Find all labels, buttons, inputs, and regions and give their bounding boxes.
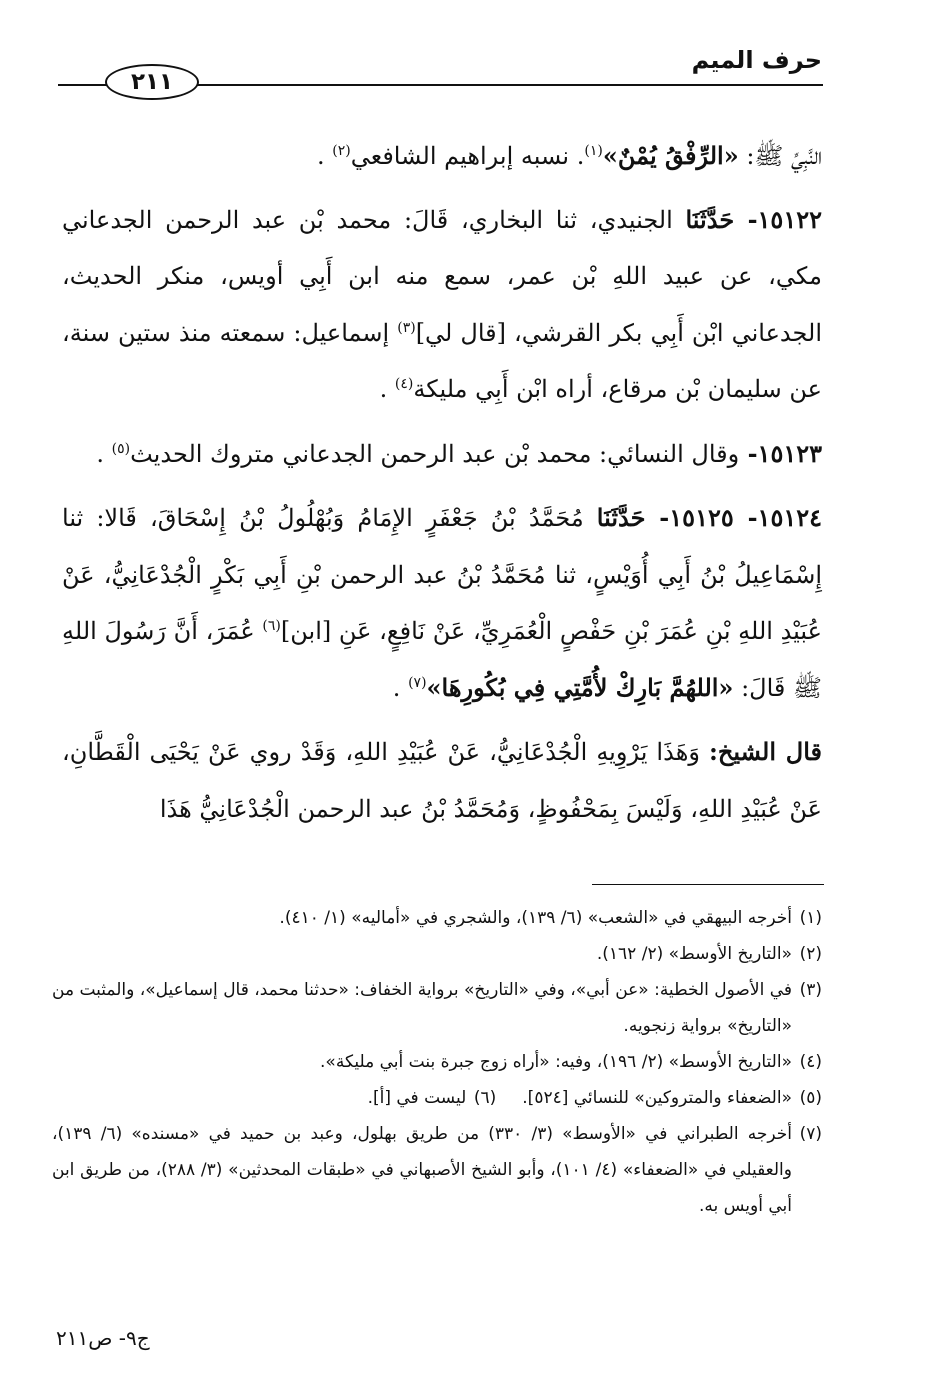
- footnote-label: (٧): [799, 1124, 822, 1144]
- haddathana-keyword: حَدَّثَنَا: [596, 503, 646, 532]
- p1-end: .: [317, 142, 325, 170]
- footnote-1: [52, 900, 822, 936]
- p2-text-a: الجنيدي، ثنا البخاري، قَالَ: محمد بْن عبد الرحمن الجدعاني مكي، عن عبيد اللهِ بْن عمر، سمع منه ابن أَبِي أويس، منكر الحديث، الجدعاني ابْن أَبِي بكر القرشي، [قال لي]: [62, 205, 822, 347]
- p1-prefix: النَّبِيِّ ﷺ:: [738, 142, 822, 170]
- footnote-ref-3[interactable]: (٣): [397, 319, 416, 336]
- chapter-title: حرف الميم: [691, 46, 822, 74]
- p3-end: .: [96, 439, 104, 468]
- footnote-label: (٤): [799, 1052, 822, 1072]
- footnote-2: [52, 936, 822, 972]
- p2-text-b: إسماعيل: سمعته منذ ستين سنة، عن سليمان بْن مرقاع، أراه ابْن أَبِي مليكة: [62, 318, 822, 403]
- footnote-label: (١): [799, 908, 822, 928]
- footnote-7: [52, 1116, 822, 1224]
- footnote-separator: [592, 884, 824, 885]
- p4-text-b: عُمَرَ، أَنَّ رَسُولَ اللهِ ﷺ قَالَ:: [62, 617, 822, 702]
- footnotes: [52, 900, 822, 1224]
- paragraph-sheikh: [62, 724, 822, 837]
- hadith-number: ١٥١٢٢-: [734, 204, 822, 234]
- footnote-label: (٣): [799, 980, 822, 1000]
- sheikh-label: قال الشيخ:: [709, 737, 823, 766]
- haddathana-keyword: حَدَّثَنَا: [685, 204, 735, 234]
- footnotes-5-6-row: [52, 1080, 822, 1116]
- p4-end: .: [392, 673, 401, 702]
- footnote-ref-1[interactable]: (١): [584, 143, 603, 159]
- footnote-3: [52, 972, 822, 1044]
- page-number: ٢١١: [130, 69, 174, 95]
- footnote-label: (٥): [799, 1088, 822, 1108]
- paragraph-1: [62, 128, 822, 185]
- paragraph-15123: [62, 426, 822, 483]
- footnote-label: (٦): [473, 1088, 497, 1108]
- footnote-text: «التاريخ الأوسط» (٢/ ١٩٦)، وفيه: «أراه زوج جبرة بنت أبي مليكة».: [320, 1052, 792, 1072]
- footnote-text: ليست في [أ].: [367, 1088, 467, 1108]
- footnote-text: «الضعفاء والمتروكين» للنسائي [٥٢٤].: [522, 1088, 792, 1108]
- p1-mid: . نسبه إبراهيم الشافعي: [350, 142, 585, 170]
- footnote-label: (٢): [799, 944, 822, 964]
- footnote-text: في الأصول الخطية: «عن أبي»، وفي «التاريخ» برواية الخفاف: «حدثنا محمد، قال إسماعيل»، والمثبت من «التاريخ» برواية زنجويه.: [52, 980, 792, 1036]
- footnote-ref-4[interactable]: (٤): [394, 376, 414, 392]
- p3-text: وقال النسائي: محمد بْن عبد الرحمن الجدعاني متروك الحديث: [130, 439, 740, 468]
- hadith-number: ١٥١٢٣-: [739, 438, 822, 468]
- p2-end: .: [379, 375, 388, 403]
- main-text: [62, 128, 822, 844]
- p1-quote: «الرِّفْقُ يُمْنٌ»: [602, 141, 739, 170]
- footnote-ref-2[interactable]: (٢): [332, 143, 351, 159]
- paragraph-15122: [62, 192, 822, 418]
- footnote-5: [522, 1080, 822, 1116]
- p4-quote: «اللهُمَّ بَارِكْ لأُمَّتِي فِي بُكُورِهَا»: [426, 672, 734, 702]
- footnote-ref-6[interactable]: (٦): [262, 618, 281, 634]
- footnote-ref-5[interactable]: (٥): [111, 440, 131, 457]
- footnote-6: [368, 1080, 497, 1116]
- footnote-text: أخرجه الطبراني في «الأوسط» (٣/ ٣٣٠) من طريق بهلول، وعبد بن حميد في «مسنده» (٦/ ١٣٩)، والعقيلي في «الضعفاء» (٤/ ١٠١)، وأبو الشيخ الأصبهاني في «طبقات المحدثين» (٣/ ٢٨٨)، من طريق ابن أبي أويس به.: [52, 1124, 792, 1216]
- p4-text-a: مُحَمَّدُ بْنُ جَعْفَرٍ الإِمَامُ وَبُهْلُولُ بْنُ إِسْحَاقَ، قَالا: ثنا إِسْمَاعِيلُ بْنُ أَبِي أُوَيْسٍ، ثنا مُحَمَّدُ بْنُ عبد الرحمن بْنِ أَبِي بَكْرٍ الْجُدْعَانِيُّ، عَنْ عُبَيْدِ اللهِ بْنِ عُمَرَ بْنِ حَفْصٍ الْعُمَرِيِّ، عَنْ نَافِعٍ، عَنِ [ابن]: [62, 504, 822, 645]
- hadith-number: ١٥١٢٤- ١٥١٢٥-: [645, 503, 822, 532]
- p5-text: وَهَذَا يَرْوِيهِ الْجُدْعَانِيُّ، عَنْ عُبَيْدِ اللهِ، وَقَدْ روي عَنْ يَحْيَى الْقَطَّانِ، عَنْ عُبَيْدِ اللهِ، وَلَيْسَ بِمَحْفُوظٍ، وَمُحَمَّدُ بْنُ عبد الرحمن الْجُدْعَانِيُّ هَذَا: [62, 738, 822, 823]
- page-number-badge: [105, 64, 199, 100]
- paragraph-15124: [62, 490, 822, 716]
- footnote-text: أخرجه البيهقي في «الشعب» (٦/ ١٣٩)، والشجري في «أماليه» (١/ ٤١٠).: [279, 908, 792, 928]
- volume-page-reference: ج٩- ص٢١١: [56, 1326, 150, 1350]
- footnote-4: [52, 1044, 822, 1080]
- footnote-ref-7[interactable]: (٧): [408, 674, 427, 691]
- footnote-text: «التاريخ الأوسط» (٢/ ١٦٢).: [596, 944, 792, 964]
